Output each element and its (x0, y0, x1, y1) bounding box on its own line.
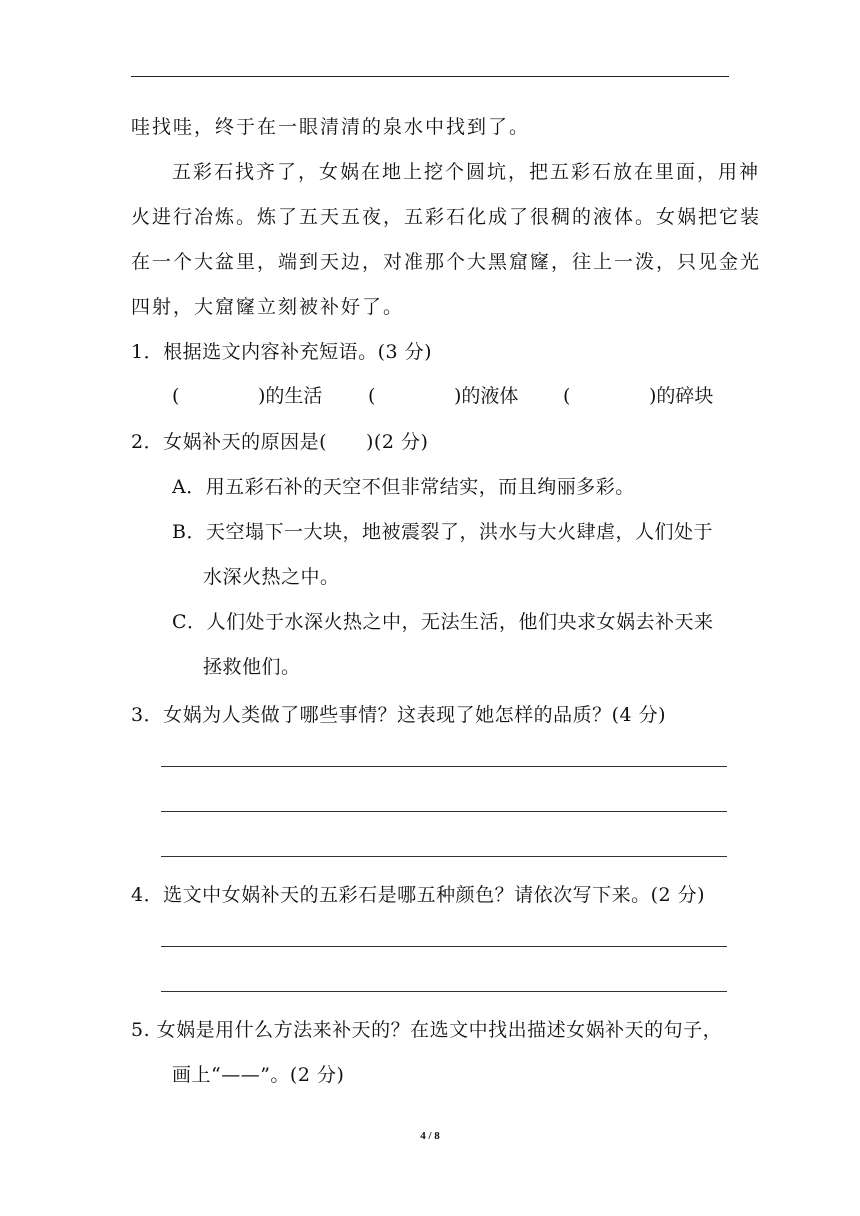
question-4: 4．选文中女娲补天的五彩石是哪五种颜色？请依次写下来。(2 分) (131, 884, 706, 906)
q1-blank-1: ( )的生活 (172, 385, 323, 407)
q2-option-c-line-2: 拯救他们。 (203, 656, 301, 678)
q2-option-c-line-1: C．人们处于水深火热之中，无法生活，他们央求女娲去补天来 (172, 611, 714, 633)
q4-answer-line-2[interactable] (161, 991, 727, 992)
header-rule (131, 76, 729, 77)
question-3: 3．女娲为人类做了哪些事情？这表现了她怎样的品质？(4 分) (131, 704, 667, 726)
q3-answer-line-3[interactable] (161, 856, 727, 857)
q1-blank-2: ( )的液体 (368, 385, 519, 407)
passage-line-1: 哇找哇，终于在一眼清清的泉水中找到了。 (131, 116, 531, 138)
q3-answer-line-2[interactable] (161, 811, 727, 812)
q1-blank-3: ( )的碎块 (563, 385, 714, 407)
question-5-line-2: 画上“——”。(2 分) (172, 1064, 345, 1086)
passage-line-3: 火进行冶炼。炼了五天五夜，五彩石化成了很稠的液体。女娲把它装 (131, 206, 762, 228)
q4-answer-line-1[interactable] (161, 946, 727, 947)
passage-line-4: 在一个大盆里，端到天边，对准那个大黑窟窿，往上一泼，只见金光 (131, 251, 762, 273)
q2-option-b-line-2: 水深火热之中。 (203, 566, 340, 588)
passage-line-5: 四射，大窟窿立刻被补好了。 (131, 296, 405, 318)
passage-line-2: 五彩石找齐了，女娲在地上挖个圆坑，把五彩石放在里面，用神 (172, 161, 761, 183)
q2-option-b-line-1: B．天空塌下一大块，地被震裂了，洪水与大火肆虐，人们处于 (172, 521, 713, 543)
page-number: 4 / 8 (420, 1130, 440, 1142)
question-5-line-1: 5. 女娲是用什么方法来补天的？在选文中找出描述女娲补天的句子， (131, 1019, 723, 1041)
question-2: 2．女娲补天的原因是( )(2 分) (131, 431, 429, 453)
question-1: 1．根据选文内容补充短语。(3 分) (131, 341, 433, 363)
q2-option-a: A．用五彩石补的天空不但非常结实，而且绚丽多彩。 (172, 476, 635, 498)
q3-answer-line-1[interactable] (161, 766, 727, 767)
